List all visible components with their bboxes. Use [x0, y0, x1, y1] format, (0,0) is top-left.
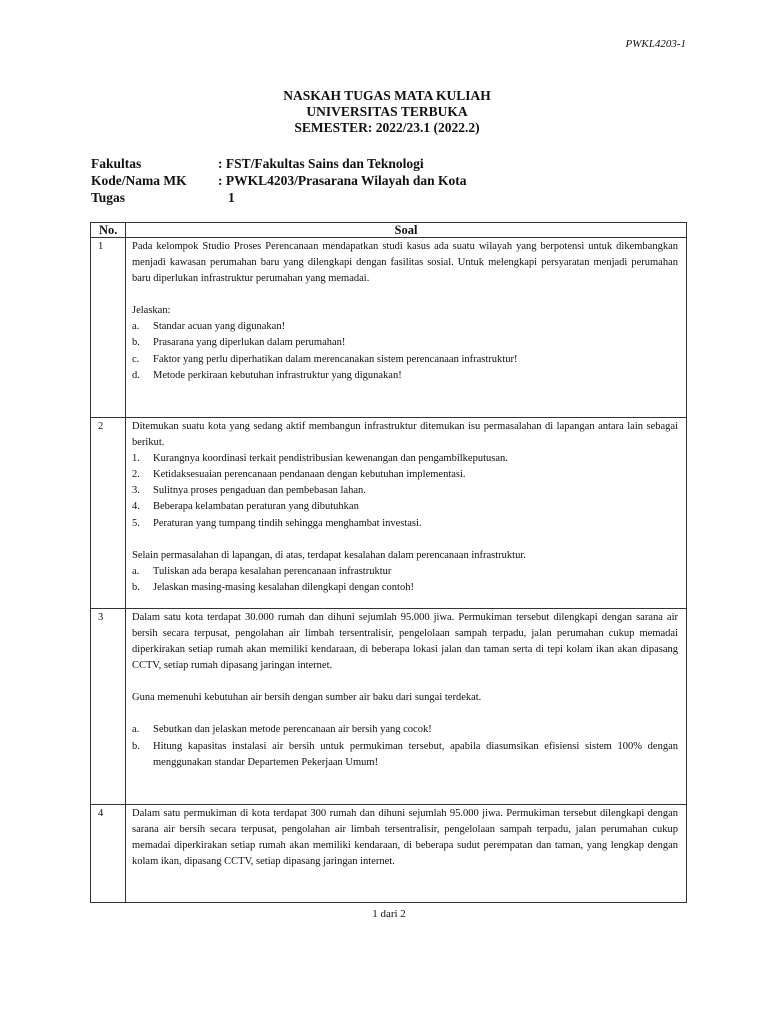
list-marker: 4. — [132, 501, 140, 513]
list-item — [132, 352, 678, 368]
meta-row-tugas — [91, 189, 467, 206]
question-number: 1 — [91, 238, 126, 418]
list-text: Standar acuan yang digunakan! — [153, 321, 286, 333]
question-row-3 — [91, 609, 687, 805]
list-text: Ketidaksesuaian perencanaan pendanaan dengan kebutuhan implementasi. — [153, 469, 466, 481]
table-header-row — [91, 223, 687, 238]
column-header-no: No. — [91, 223, 126, 238]
page-number: 1 dari 2 — [372, 908, 406, 920]
list-marker: a. — [132, 565, 140, 577]
list-text: Sebutkan dan jelaskan metode perencanaan air bersih yang cocok! — [153, 724, 432, 736]
list-text: Kurangnya koordinasi terkait pendistribusian kewenangan dan pengambilkeputusan. — [153, 453, 508, 465]
list-item — [132, 739, 678, 771]
list-marker: 1. — [132, 453, 140, 465]
list-item — [132, 516, 678, 532]
list-marker: b. — [132, 740, 140, 752]
list-item — [132, 368, 678, 384]
list-marker: a. — [132, 321, 140, 333]
question-lead: Guna memenuhi kebutuhan air bersih dengan sumber air baku dari sungai terdekat. — [132, 692, 482, 704]
question-number: 4 — [91, 805, 126, 903]
kode-label: Kode/Nama MK — [91, 173, 187, 188]
list-item — [132, 451, 678, 467]
list-text: Sulitnya proses pengaduan dan pembebasan lahan. — [153, 485, 366, 497]
list-text: Beberapa kelambatan peraturan yang dibutuhkan — [153, 501, 359, 513]
list-text: Tuliskan ada berapa kesalahan perencanaan infrastruktur — [153, 565, 392, 577]
question-intro: Dalam satu kota terdapat 30.000 rumah dan dihuni sejumlah 95.000 jiwa. Permukiman tersebut dilengkapi dengan sarana air bersih secara terpusat, pengolahan air limbah tersentralisir, pengelolaan sampah terpadu, jalan perumahan cukup memadai diperkirakan setiap rumah akan memiliki kendaraan, di beberapa lokasi jalan dan taman serta di tepi kolam ikan akan dipasang CCTV, setiap rumah dipasang jaringan internet. — [132, 612, 678, 672]
list-item — [132, 722, 678, 738]
document-title — [0, 88, 768, 136]
list-text: Jelaskan masing-masing kesalahan dilengkapi dengan contoh! — [153, 581, 414, 593]
document-code: PWKL4203-1 — [625, 38, 686, 50]
list-marker: d. — [132, 369, 140, 381]
question-content — [126, 238, 687, 418]
question-row-4 — [91, 805, 687, 903]
title-line-2: UNIVERSITAS TERBUKA — [306, 104, 468, 119]
list-marker: b. — [132, 581, 140, 593]
question-lead: Jelaskan: — [132, 305, 171, 317]
list-marker: 5. — [132, 517, 140, 529]
list-text: Prasarana yang diperlukan dalam perumahan! — [153, 337, 346, 349]
question-row-2 — [91, 418, 687, 609]
list-marker: c. — [132, 353, 140, 365]
list-marker: 2. — [132, 469, 140, 481]
list-item — [132, 467, 678, 483]
sub-question-list — [132, 722, 678, 770]
title-line-3: SEMESTER: 2022/23.1 (2022.2) — [294, 120, 480, 135]
course-metadata — [91, 155, 467, 206]
title-line-1: NASKAH TUGAS MATA KULIAH — [283, 88, 491, 103]
question-row-1 — [91, 238, 687, 418]
tugas-label: Tugas — [91, 190, 126, 205]
question-lead: Selain permasalahan di lapangan, di atas, terdapat kesalahan dalam perencanaan infrastruktur. — [132, 549, 526, 561]
list-item — [132, 499, 678, 515]
tugas-value: 1 — [228, 190, 235, 205]
kode-value: : PWKL4203/Prasarana Wilayah dan Kota — [218, 173, 467, 188]
task-table — [90, 222, 687, 903]
fakultas-value: : FST/Fakultas Sains dan Teknologi — [218, 156, 424, 171]
list-text: Metode perkiraan kebutuhan infrastruktur yang digunakan! — [153, 369, 402, 381]
list-item — [132, 483, 678, 499]
question-intro: Dalam satu permukiman di kota terdapat 300 rumah dan dihuni sejumlah 95.000 jiwa. Permukiman tersebut dilengkapi dengan sarana air bersih secara terpusat, pengolahan air limbah tersentralisir, pengelolaan sampah terpadu, jalan perumahan cukup memadai diperkirakan setiap rumah akan memiliki kendaraan, di beberapa sudut perempatan dan taman, yang lengkap dengan kolam ikan, dipasang CCTV, setiap dipasang jaringan internet. — [132, 808, 678, 868]
list-marker: a. — [132, 724, 140, 736]
question-content — [126, 805, 687, 903]
meta-row-fakultas — [91, 155, 467, 172]
list-text: Peraturan yang tumpang tindih sehingga menghambat investasi. — [153, 517, 422, 529]
issue-list — [132, 451, 678, 531]
meta-row-kode — [91, 172, 467, 189]
question-content — [126, 418, 687, 609]
list-item — [132, 580, 678, 596]
question-intro: Pada kelompok Studio Proses Perencanaan mendapatkan studi kasus ada suatu wilayah yang berpotensi untuk dikembangkan menjadi kawasan perumahan baru yang dilengkapi dengan fasilitas sosial. Untuk melengkapi persyaratan menjadi perumahan baru diperlukan infrastruktur perumahan yang memadai. — [132, 241, 678, 285]
list-text: Faktor yang perlu diperhatikan dalam merencanakan sistem perencanaan infrastruktur! — [153, 353, 518, 365]
list-item — [132, 335, 678, 351]
sub-question-list — [132, 319, 678, 383]
list-item — [132, 564, 678, 580]
question-content — [126, 609, 687, 805]
question-number: 2 — [91, 418, 126, 609]
list-item — [132, 319, 678, 335]
list-marker: 3. — [132, 485, 140, 497]
question-number: 3 — [91, 609, 126, 805]
list-marker: b. — [132, 337, 140, 349]
question-intro: Ditemukan suatu kota yang sedang aktif membangun infrastruktur ditemukan isu permasalahan di lapangan antara lain sebagai berikut. — [132, 421, 678, 449]
list-text: Hitung kapasitas instalasi air bersih untuk permukiman tersebut, apabila diasumsikan efisiensi sistem 100% dengan menggunakan standar Departemen Pekerjaan Umum! — [153, 740, 678, 768]
sub-question-list — [132, 564, 678, 596]
column-header-soal: Soal — [126, 223, 687, 238]
fakultas-label: Fakultas — [91, 156, 142, 171]
